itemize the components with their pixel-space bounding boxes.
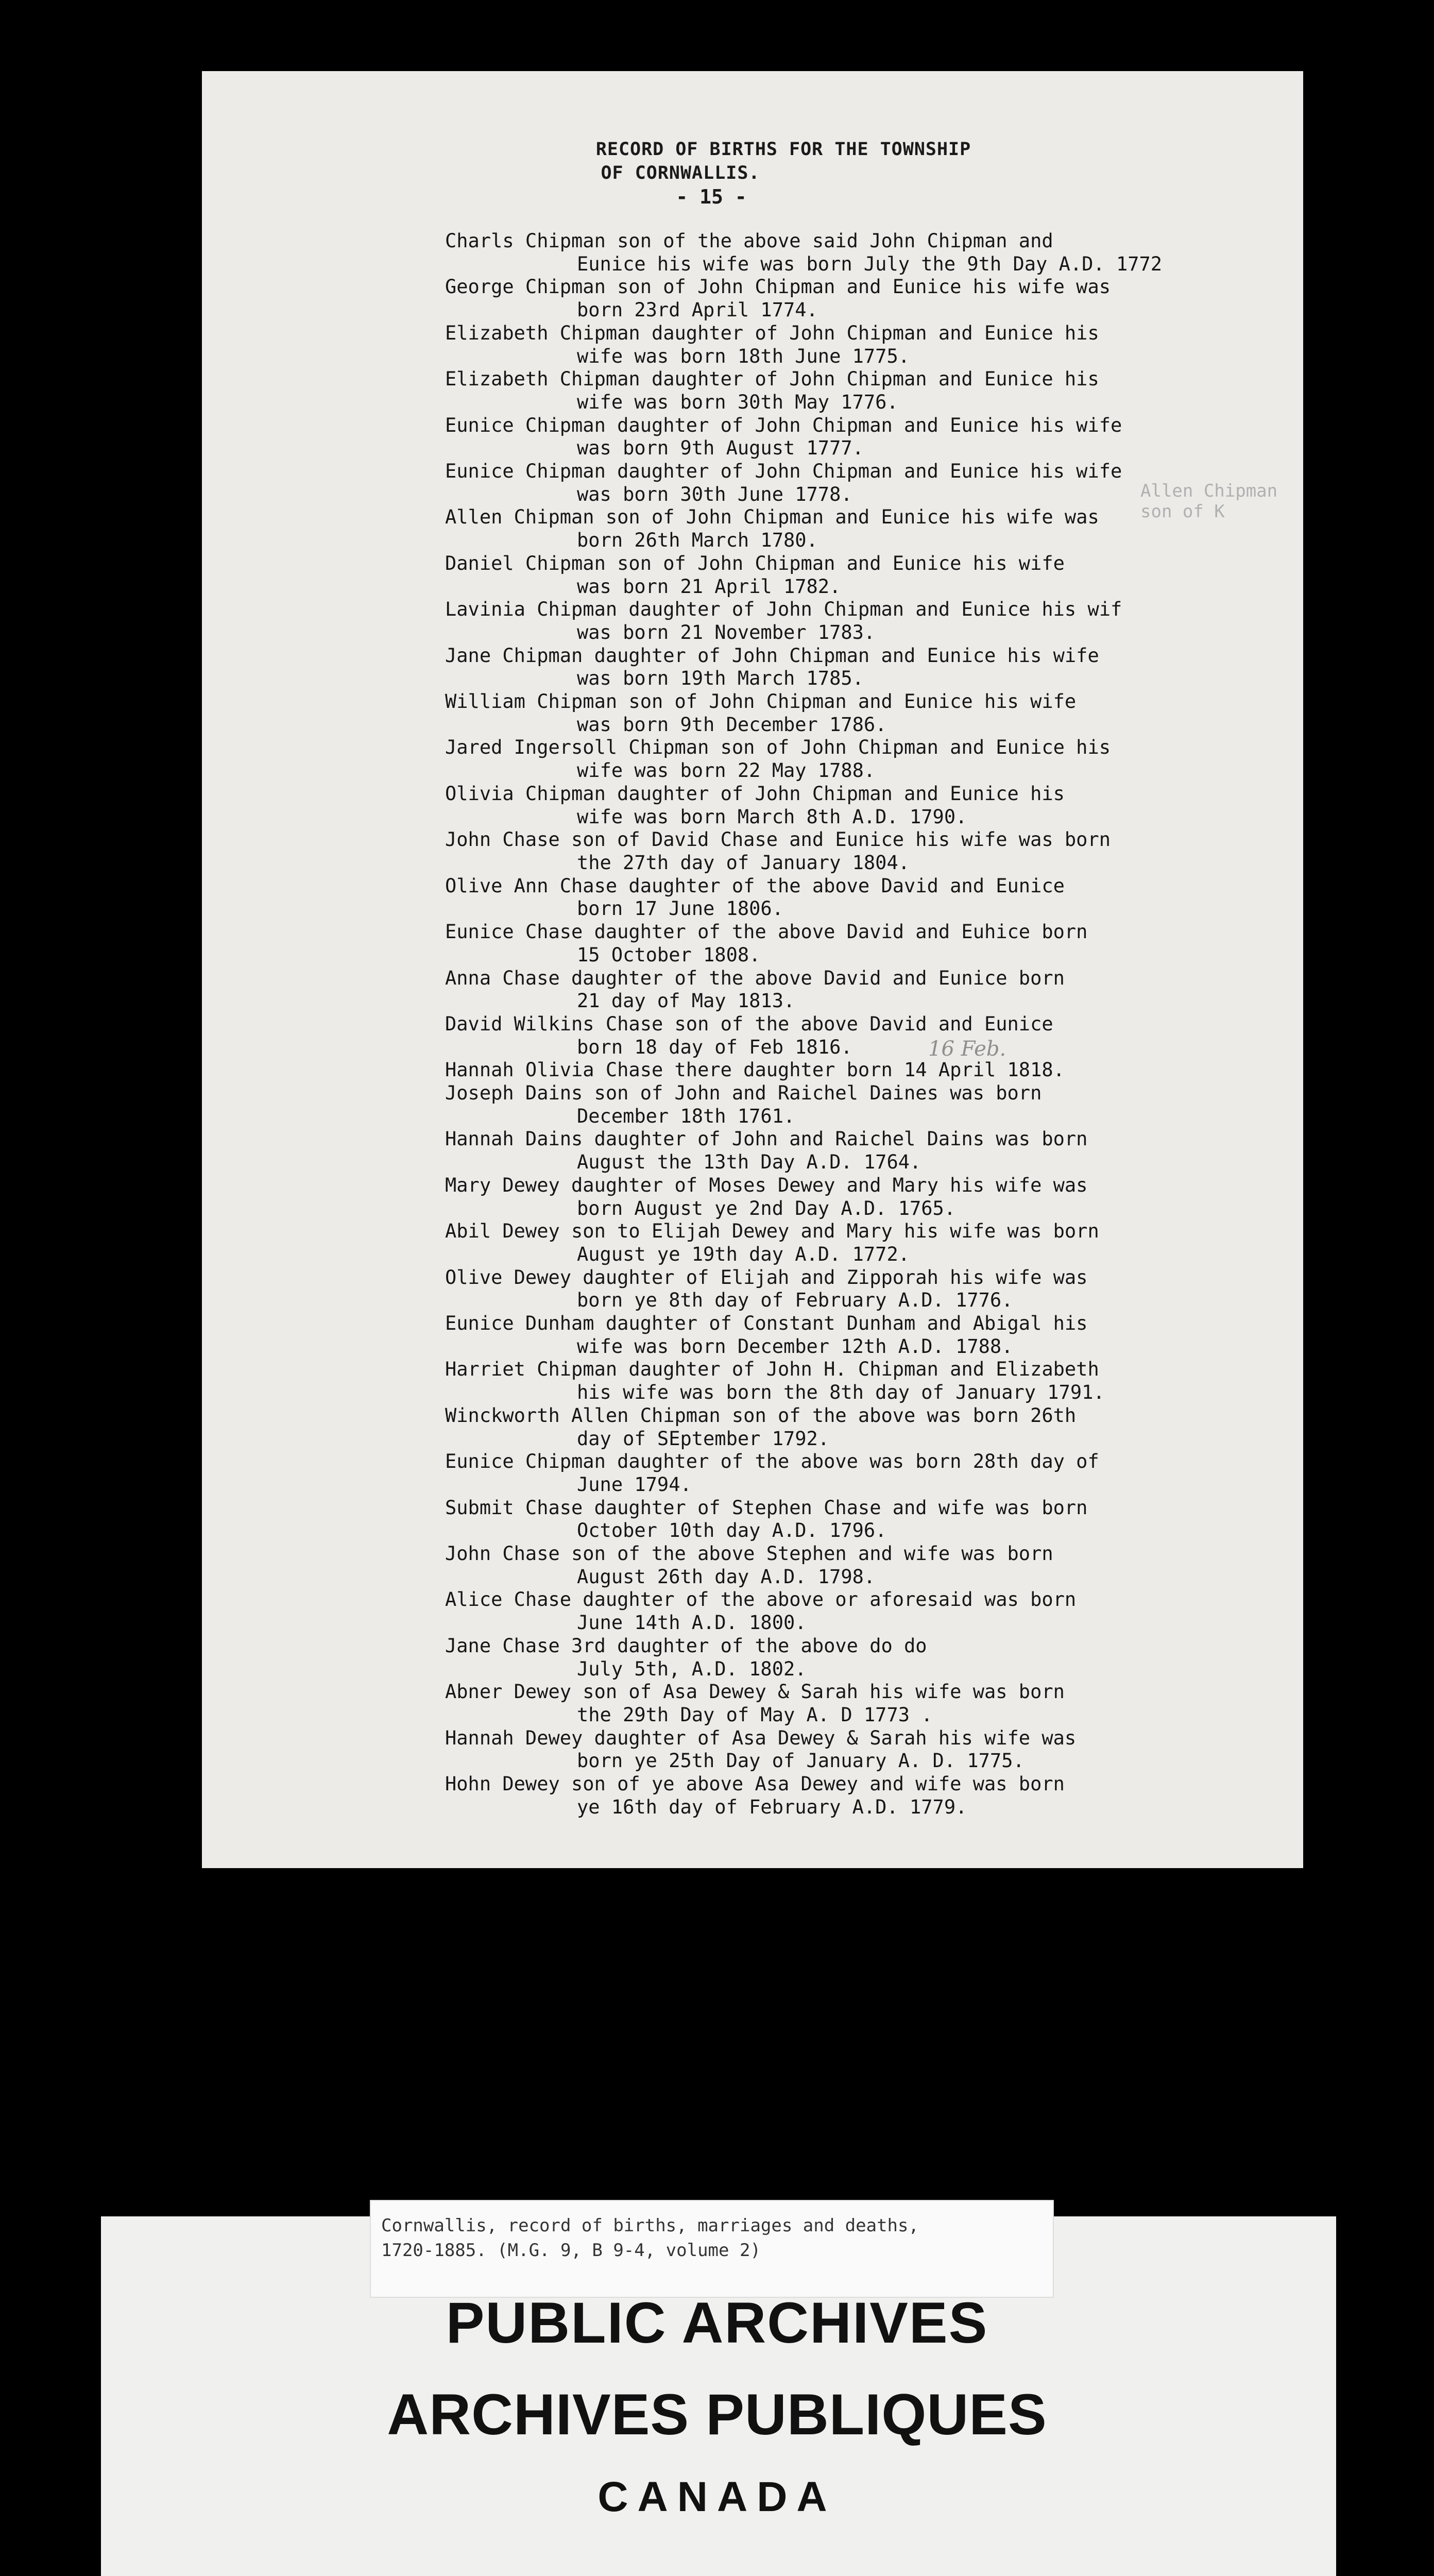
- catalog-line: 1720-1885. (M.G. 9, B 9-4, volume 2): [381, 2240, 761, 2261]
- entry-line: David Wilkins Chase son of the above David and Eunice: [445, 1012, 1053, 1035]
- entry-continuation: was born 9th December 1786.: [577, 713, 887, 736]
- entry-line: Elizabeth Chipman daughter of John Chipman and Eunice his: [445, 321, 1099, 344]
- entry-line: Charls Chipman son of the above said John Chipman and: [445, 230, 1053, 252]
- page-number: - 15 -: [676, 185, 747, 208]
- birth-entry: [445, 690, 1290, 736]
- entry-line: Hannah Dewey daughter of Asa Dewey & Sarah his wife was: [445, 1726, 1077, 1749]
- birth-entry: [445, 1128, 1290, 1174]
- entry-continuation: 21 day of May 1813.: [577, 990, 795, 1012]
- entry-line: Elizabeth Chipman daughter of John Chipman and Eunice his: [445, 368, 1099, 391]
- birth-entry: [445, 875, 1290, 921]
- entry-line: Joseph Dains son of John and Raichel Daines was born: [445, 1082, 1042, 1105]
- margin-note-pencil: 16 Feb.: [928, 1037, 1006, 1061]
- entry-continuation: was born 19th March 1785.: [577, 667, 864, 690]
- entry-line: Eunice Chipman daughter of John Chipman and Eunice his wife: [445, 460, 1122, 483]
- birth-entry: [445, 1059, 1290, 1082]
- entry-continuation: wife was born 18th June 1775.: [577, 345, 910, 367]
- entry-line: Eunice Chipman daughter of John Chipman and Eunice his wife: [445, 414, 1122, 436]
- entry-continuation: August the 13th Day A.D. 1764.: [577, 1151, 921, 1174]
- entry-line: Submit Chase daughter of Stephen Chase and wife was born: [445, 1496, 1088, 1519]
- birth-entry: [445, 783, 1290, 828]
- entry-continuation: Eunice his wife was born July the 9th Day A.D. 1772: [577, 252, 1163, 275]
- document-heading: RECORD OF BIRTHS FOR THE TOWNSHIP: [595, 139, 971, 160]
- entry-line: Lavinia Chipman daughter of John Chipman and Eunice his wif: [445, 598, 1122, 621]
- entry-line: Alice Chase daughter of the above or aforesaid was born: [445, 1588, 1077, 1611]
- birth-entry: [445, 552, 1290, 598]
- entry-continuation: was born 21 April 1782.: [577, 575, 841, 598]
- birth-entry: [445, 736, 1290, 782]
- entry-continuation: born 26th March 1780.: [577, 529, 818, 552]
- entry-line: Hannah Dains daughter of John and Raichel Dains was born: [445, 1128, 1088, 1150]
- birth-entry: [445, 1773, 1290, 1819]
- archives-stamp-french: ARCHIVES PUBLIQUES: [387, 2382, 1047, 2447]
- birth-entry: [445, 1588, 1290, 1634]
- entry-line: Hohn Dewey son of ye above Asa Dewey and wife was born: [445, 1773, 1065, 1795]
- entry-continuation: born 23rd April 1774.: [577, 299, 818, 321]
- entry-line: Jane Chase 3rd daughter of the above do do: [445, 1634, 927, 1657]
- entry-line: Olivia Chipman daughter of John Chipman and Eunice his: [445, 782, 1065, 805]
- archives-stamp-country: CANADA: [598, 2473, 836, 2520]
- entry-continuation: wife was born December 12th A.D. 1788.: [577, 1335, 1013, 1358]
- entry-line: Eunice Dunham daughter of Constant Dunham and Abigal his: [445, 1312, 1088, 1335]
- entry-continuation: was born 9th August 1777.: [577, 437, 864, 460]
- entry-line: Daniel Chipman son of John Chipman and Eunice his wife: [445, 552, 1065, 574]
- entry-line: Winckworth Allen Chipman son of the above was born 26th: [445, 1404, 1077, 1427]
- entry-continuation: October 10th day A.D. 1796.: [577, 1519, 887, 1542]
- entry-continuation: August ye 19th day A.D. 1772.: [577, 1243, 910, 1265]
- entry-continuation: wife was born March 8th A.D. 1790.: [577, 805, 967, 828]
- entry-line: Harriet Chipman daughter of John H. Chipman and Elizabeth: [445, 1358, 1099, 1381]
- entry-continuation: born August ye 2nd Day A.D. 1765.: [577, 1197, 956, 1219]
- entry-line: George Chipman son of John Chipman and Eunice his wife was: [445, 276, 1111, 298]
- entry-line: Olive Dewey daughter of Elijah and Zipporah his wife was: [445, 1266, 1088, 1289]
- entry-continuation: day of SEptember 1792.: [577, 1427, 830, 1450]
- catalog-label: [370, 2200, 1054, 2298]
- entry-continuation: born 17 June 1806.: [577, 897, 783, 920]
- entry-continuation: his wife was born the 8th day of January 1791.: [577, 1381, 1105, 1404]
- entry-continuation: was born 30th June 1778.: [577, 483, 852, 505]
- entry-continuation: the 29th Day of May A. D 1773 .: [577, 1704, 933, 1726]
- birth-entry: [445, 1220, 1290, 1266]
- birth-entry: [445, 1635, 1290, 1681]
- birth-entry: [445, 1450, 1290, 1496]
- birth-entry: [445, 828, 1290, 874]
- entry-line: Abil Dewey son to Elijah Dewey and Mary his wife was born: [445, 1220, 1099, 1243]
- document-subheading: OF CORNWALLIS.: [601, 163, 760, 183]
- entry-continuation: wife was born 30th May 1776.: [577, 391, 898, 413]
- birth-entry: [445, 921, 1290, 967]
- entry-continuation: July 5th, A.D. 1802.: [577, 1657, 807, 1680]
- birth-entry: [445, 967, 1290, 1013]
- entry-line: Olive Ann Chase daughter of the above David and Eunice: [445, 874, 1065, 897]
- entry-line: John Chase son of David Chase and Eunice his wife was born: [445, 828, 1111, 851]
- entry-continuation: born ye 8th day of February A.D. 1776.: [577, 1289, 1013, 1312]
- birth-entry: [445, 1312, 1290, 1358]
- margin-note-faint: Allen Chipman son of K: [1140, 481, 1278, 522]
- entry-continuation: was born 21 November 1783.: [577, 621, 876, 643]
- entry-line: William Chipman son of John Chipman and Eunice his wife: [445, 690, 1077, 713]
- entry-line: Anna Chase daughter of the above David and Eunice born: [445, 967, 1065, 989]
- entry-continuation: wife was born 22 May 1788.: [577, 759, 876, 782]
- record-page: [202, 71, 1303, 1868]
- birth-entry: [445, 1358, 1290, 1404]
- birth-entry: [445, 368, 1290, 414]
- birth-entry: [445, 322, 1290, 368]
- entry-continuation: ye 16th day of February A.D. 1779.: [577, 1795, 967, 1818]
- entry-continuation: December 18th 1761.: [577, 1105, 795, 1127]
- entry-continuation: August 26th day A.D. 1798.: [577, 1565, 876, 1588]
- birth-entry: [445, 230, 1290, 276]
- birth-entry: [445, 1266, 1290, 1312]
- entry-continuation: the 27th day of January 1804.: [577, 851, 910, 874]
- birth-entry: [445, 1174, 1290, 1220]
- entry-line: Jared Ingersoll Chipman son of John Chipman and Eunice his: [445, 736, 1111, 759]
- entry-line: Eunice Chipman daughter of the above was born 28th day of: [445, 1450, 1099, 1473]
- birth-entry: [445, 1543, 1290, 1588]
- birth-entry: [445, 276, 1290, 321]
- entry-continuation: June 1794.: [577, 1473, 692, 1496]
- entry-line: Mary Dewey daughter of Moses Dewey and Mary his wife was: [445, 1174, 1088, 1196]
- birth-entry: [445, 1013, 1290, 1059]
- birth-entry: [445, 1082, 1290, 1128]
- birth-entry: [445, 1497, 1290, 1543]
- entry-line: Allen Chipman son of John Chipman and Eunice his wife was: [445, 506, 1099, 529]
- birth-entry: [445, 645, 1290, 690]
- birth-entry: [445, 598, 1290, 644]
- birth-entry: [445, 1404, 1290, 1450]
- entry-line: Hannah Olivia Chase there daughter born 14 April 1818.: [445, 1059, 1065, 1081]
- entry-line: Eunice Chase daughter of the above David and Euhice born: [445, 921, 1088, 943]
- entry-line: Jane Chipman daughter of John Chipman and Eunice his wife: [445, 644, 1099, 667]
- entry-continuation: 15 October 1808.: [577, 943, 761, 966]
- entry-continuation: born ye 25th Day of January A. D. 1775.: [577, 1750, 1025, 1772]
- entry-line: Abner Dewey son of Asa Dewey & Sarah his wife was born: [445, 1681, 1065, 1703]
- birth-entry: [445, 1681, 1290, 1726]
- entry-continuation: born 18 day of Feb 1816.: [577, 1036, 852, 1058]
- birth-entry: [445, 414, 1290, 460]
- entry-line: John Chase son of the above Stephen and wife was born: [445, 1543, 1053, 1565]
- archives-stamp-english: PUBLIC ARCHIVES: [446, 2291, 988, 2355]
- birth-entry: [445, 1727, 1290, 1773]
- entry-continuation: June 14th A.D. 1800.: [577, 1612, 807, 1634]
- birth-entries-list: [445, 230, 1290, 1819]
- catalog-line: Cornwallis, record of births, marriages and deaths,: [381, 2215, 919, 2236]
